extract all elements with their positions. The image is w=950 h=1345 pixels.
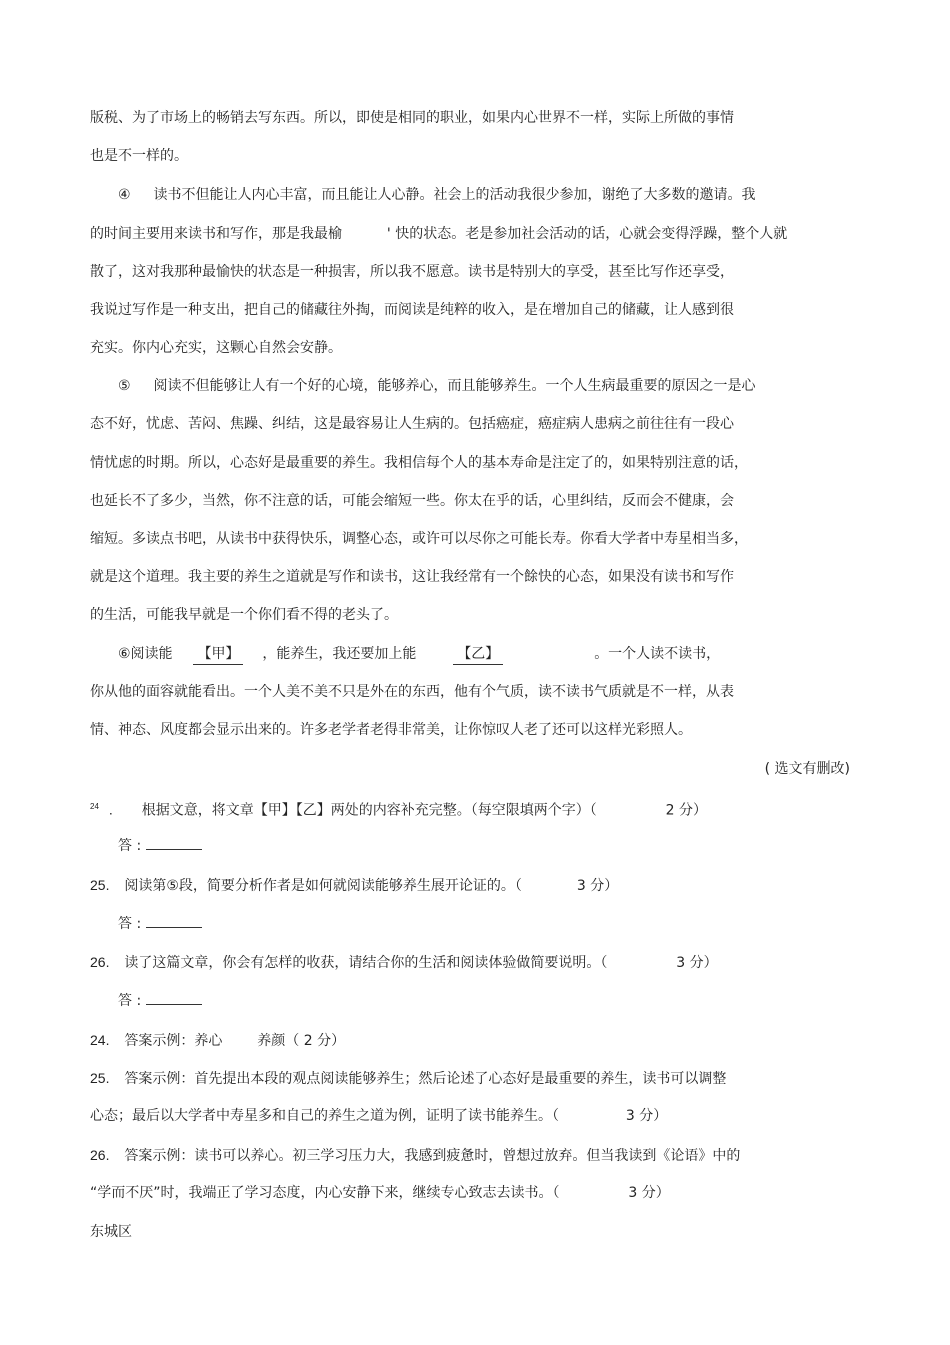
paragraph-line: 缩短。多读点书吧，从读书中获得快乐，调整心态，或许可以尽你之可能长寿。你看大学者中寿星相当多， [90, 531, 748, 547]
answer-24 [90, 1030, 345, 1051]
question-26 [90, 952, 718, 973]
paragraph-text: 阅读不但能够让人有一个好的心境，能够养心，而且能够养生。一个人生病最重要的原因之一是心 [153, 378, 756, 394]
answer-line [118, 836, 202, 856]
section-heading: 东城区 [90, 1224, 132, 1240]
answer-text: “学而不厌”时，我端正了学习态度，内心安静下来，继续专心致志去读书。（ [90, 1185, 560, 1201]
paragraph-6-first-line [118, 644, 720, 665]
paragraph-5-first-line [118, 376, 755, 396]
answer-blank[interactable] [146, 915, 202, 928]
paragraph-line: 散了，这对我那种最愉快的状态是一种损害，所以我不愿意。读书是特别大的享受，甚至比写作还享受， [90, 264, 734, 280]
answer-line [118, 914, 202, 934]
paragraph-text: 。一个人读不读书， [594, 646, 721, 662]
question-number: 25. [90, 877, 110, 893]
paragraph-line: 情、神态、风度都会显示出来的。许多老学者老得非常美，让你惊叹人老了还可以这样光彩照人。 [90, 722, 692, 738]
paragraph-line: 情忧虑的时期。所以，心态好是最重要的养生。我相信每个人的基本寿命是注定了的，如果特别注意的话， [90, 455, 748, 471]
paragraph-line: 也是不一样的。 [90, 148, 188, 164]
answer-label: 答 : [118, 916, 142, 932]
paragraph-line: 我说过写作是一种支出，把自己的储藏往外掏，而阅读是纯粹的收入，是在增加自己的储藏，让人感到很 [90, 302, 734, 318]
paragraph-text: ⑥阅读能 [118, 646, 173, 662]
source-note: ( 选文有删改) [764, 761, 850, 777]
question-number: 26. [90, 954, 110, 970]
answer-number: 24. [90, 1032, 110, 1048]
answer-text: 答案示例：读书可以养心。初三学习压力大，我感到疲惫时，曾想过放弃。但当我读到《论语》中的 [124, 1148, 741, 1164]
question-points: 2 分） [665, 802, 707, 819]
paragraph-number: ④ [118, 187, 131, 203]
answer-text: 心态；最后以大学者中寿星多和自己的养生之道为例，证明了读书能养生。（ [90, 1108, 559, 1124]
answer-text: 养颜（ 2 分） [257, 1033, 346, 1049]
answer-26-cont [90, 1183, 670, 1203]
paragraph-number: ⑤ [118, 378, 131, 394]
question-points: 3 分） [676, 955, 718, 971]
answer-points: 3 分） [628, 1185, 670, 1201]
paragraph-line: 充实。你内心充实，这颗心自然会安静。 [90, 340, 342, 356]
question-points: 3 分） [576, 878, 619, 894]
answer-25 [90, 1068, 726, 1089]
answer-text: 答案示例：首先提出本段的观点阅读能够养生；然后论述了心态好是最重要的养生，读书可以调整 [124, 1071, 727, 1087]
paragraph-4-first-line [118, 185, 755, 205]
answer-25-cont [90, 1106, 667, 1126]
paragraph-line: 就是这个道理。我主要的养生之道就是写作和读书，这让我经常有一个餘快的心态，如果没有读书和写作 [90, 569, 734, 585]
paragraph-line: 的生活，可能我早就是一个你们看不得的老头了。 [90, 607, 398, 623]
answer-blank[interactable] [146, 992, 202, 1005]
paragraph-line [90, 224, 787, 244]
answer-number: 26. [90, 1147, 110, 1163]
answer-line [118, 991, 202, 1011]
paragraph-text: 的时间主要用来读书和写作，那是我最榆 [90, 226, 342, 242]
paragraph-text: 读书不但能让人内心丰富，而且能让人心静。社会上的活动我很少参加，谢绝了大多数的邀请。我 [153, 187, 756, 203]
paragraph-line: 态不好，忧虑、苦闷、焦躁、纠结，这是最容易让人生病的。包括癌症，癌症病人患病之前往往有一段心 [90, 416, 734, 432]
question-text: 读了这篇文章，你会有怎样的收获，请结合你的生活和阅读体验做简要说明。（ [124, 955, 608, 971]
paragraph-line: 也延长不了多少，当然，你不注意的话，可能会缩短一些。你太在乎的话，心里纠结，反而会不健康，会 [90, 493, 734, 509]
blank-yi: 【乙】 [453, 644, 503, 665]
question-text: 根据文意，将文章【甲】【乙】两处的内容补充完整。（每空限填两个字）（ [141, 802, 597, 819]
answer-points: 3 分） [625, 1108, 668, 1124]
answer-text: 答案示例：养心 [124, 1033, 223, 1049]
paragraph-line: 你从他的面容就能看出。一个人美不美不只是外在的东西，他有个气质，读不读书气质就是不一样，从表 [90, 684, 734, 700]
paragraph-line: 版税、为了市场上的畅销去写东西。所以，即使是相同的职业，如果内心世界不一样，实际上所做的事情 [90, 110, 734, 126]
question-number: 24 [90, 802, 99, 811]
answer-number: 25. [90, 1070, 110, 1086]
blank-jia: 【甲】 [193, 644, 243, 665]
answer-26 [90, 1145, 740, 1166]
answer-label: 答 : [118, 838, 142, 854]
question-25 [90, 875, 618, 896]
answer-blank[interactable] [146, 837, 202, 850]
answer-label: 答 : [118, 993, 142, 1009]
paragraph-text: ，能养生，我还要加上能 [262, 646, 417, 662]
question-24: $^{24}$ . 根据文意，将文章【甲】【乙】两处的内容补充完整。（每空限填两个字）（ 2 分） [90, 801, 707, 819]
paragraph-text: ' 快的状态。老是参加社会活动的话，心就会变得浮躁，整个人就 [386, 226, 788, 242]
question-text: 阅读第⑤段，简要分析作者是如何就阅读能够养生展开论证的。（ [124, 878, 522, 894]
